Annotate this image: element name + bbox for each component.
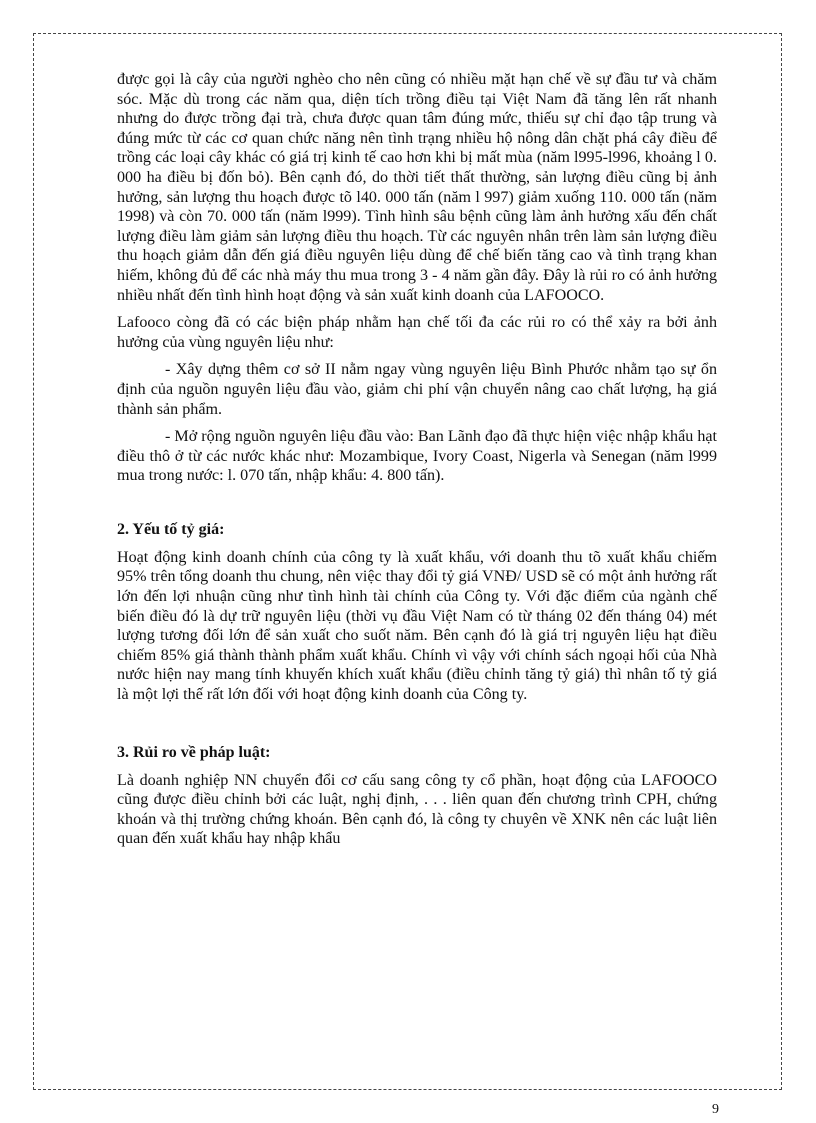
- section-heading-exchange-rate: 2. Yếu tố tỷ giá:: [117, 520, 225, 538]
- paragraph-measures-intro: Lafooco còng đã có các biện pháp nhằm hạn chế tối đa các rủi ro có thể xảy ra bởi ảnh hưởng của vùng nguyên liệu như:: [117, 314, 717, 351]
- paragraph-legal-risk: Là doanh nghiệp NN chuyển đổi cơ cấu sang công ty cổ phần, hoạt động của LAFOOCO cũng được điều chỉnh bởi các luật, nghị định, . . . liên quan đến chương trình CPH, chứng khoán và thị trường chứng khoán. Bên cạnh đó, là công ty chuyên về XNK nên các luật liên quan đến xuất khẩu hay nhập khẩu: [117, 771, 717, 848]
- paragraph-raw-material-risk: được gọi là cây của người nghèo cho nên cũng có nhiều mặt hạn chế về sự đầu tư và chăm sóc. Mặc dù trong các năm qua, diện tích trồng điều tại Việt Nam đã tăng lên rất nhanh nhưng do được trồng đại trà, chưa được quan tâm đúng mức, thiếu sự chỉ đạo tập trung và đúng mức từ các cơ quan chức năng nên tình trạng nhiều hộ nông dân chặt phá cây điều để trồng các loại cây khác có giá trị kinh tế cao hơn khi bị mất mùa (năm l995-l996, khoảng l 0. 000 ha điều bị đốn bỏ). Bên cạnh đó, do thời tiết thất thường, sản lượng điều cũng bị ảnh hưởng, sản lượng thu hoạch được tõ l40. 000 tấn (năm l 997) giảm xuống 110. 000 tấn (năm 1998) và còn 70. 000 tấn (năm l999). Tình hình sâu bệnh cũng làm ảnh hưởng xấu đến chất lượng điều làm giảm sản lượng điều thu hoạch. Từ các nguyên nhân trên làm sản lượng điều thu hoạch giảm dẫn đến giá điều nguyên liệu dùng để chế biến tăng cao và tình trạng khan hiếm, không đủ để các nhà máy thu mua trong 3 - 4 năm gần đây. Đây là rủi ro có ảnh hưởng nhiều nhất đến tình hình hoạt động và sản xuất kinh doanh của LAFOOCO.: [117, 71, 717, 304]
- paragraph-exchange-rate: Hoạt động kinh doanh chính của công ty là xuất khẩu, với doanh thu tõ xuất khẩu chiếm 95% trên tổng doanh thu chung, nên việc thay đổi tỷ giá VNĐ/ USD sẽ có một ảnh hưởng rất lớn đến lợi nhuận cũng như tình hình tài chính của Công ty. Với đặc điểm của ngành chế biến điều đó là dự trữ nguyên liệu (thời vụ đầu Việt Nam có từ tháng 02 đến tháng 04) mét lượng tương đối lớn để sản xuất cho suốt năm. Bên cạnh đó là giá trị nguyên liệu hạt điều chiếm 85% giá thành thành phẩm xuất khẩu. Chính vì vậy với chính sách ngoại hối của Nhà nước hiện nay mang tính khuyến khích xuất khẩu (điều chỉnh tăng tỷ giá) thì nhân tố tỷ giá là một lợi thế rất lớn đối với hoạt động kinh doanh của Công ty.: [117, 548, 717, 704]
- page-number: 9: [712, 1102, 719, 1117]
- document-body: [117, 70, 717, 849]
- measure-item-1: - Xây dựng thêm cơ sở II nằm ngay vùng nguyên liệu Bình Phước nhằm tạo sự ổn định của nguồn nguyên liệu đầu vào, giảm chi phí vận chuyển nâng cao chất lượng, hạ giá thành sản phẩm.: [117, 361, 717, 418]
- measure-item-2: - Mở rộng nguồn nguyên liệu đầu vào: Ban Lãnh đạo đã thực hiện việc nhập khẩu hạt điều thô ở từ các nước khác như: Mozambique, Ivory Coast, Nigerla và Senegan (năm l999 mua trong nước: l. 070 tấn, nhập khẩu: 4. 800 tấn).: [117, 428, 717, 485]
- section-heading-legal-risk: 3. Rủi ro về pháp luật:: [117, 743, 271, 761]
